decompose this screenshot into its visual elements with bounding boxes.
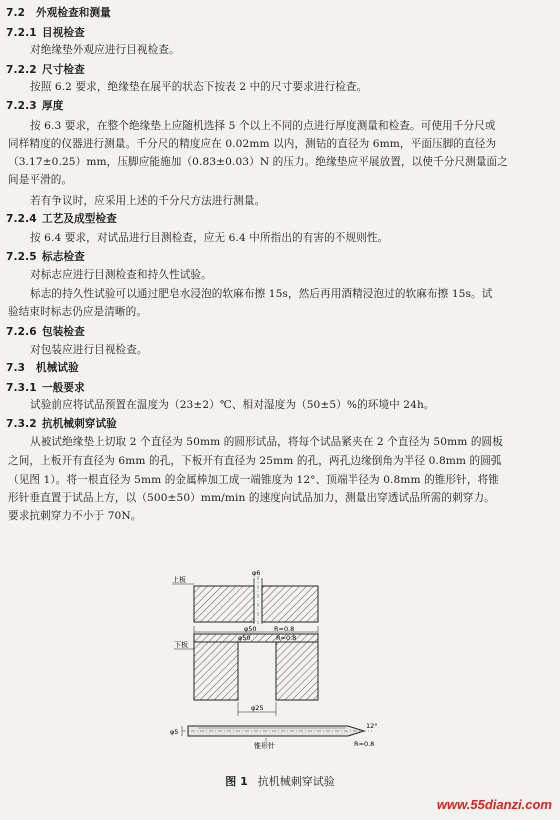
dim-phi25: φ25	[251, 704, 264, 712]
section-title: 抗机械刺穿试验	[42, 418, 117, 430]
figure-caption	[0, 773, 560, 789]
paragraph-line: 同样精度的仪器进行测量。千分尺的精度应在 0.02mm 以内，测钻的直径为 6mm，平面压脚的直径为	[8, 138, 497, 150]
figure-puncture-test	[168, 569, 458, 756]
section-heading-7-2-6	[6, 325, 85, 339]
section-title: 厚度	[42, 100, 64, 112]
paragraph-line: 从被试绝缘垫上切取 2 个直径为 50mm 的圆形试品，将每个试品紧夹在 2 个直径为 50mm 的圆板	[30, 436, 503, 448]
paragraph: 对绝缘垫外观应进行目视检查。	[30, 44, 180, 56]
section-heading-7-2-4	[6, 212, 117, 226]
paragraph-line: 要求抗刺穿力不小于 70N。	[8, 510, 142, 522]
paragraph-line: （见图 1）。将一根直径为 5mm 的金属棒加工成一端锥度为 12°、顶端半径为 0.8mm 的锥形针，将锥	[8, 474, 499, 486]
dim-phi5: φ5	[170, 728, 179, 736]
section-title: 标志检查	[42, 251, 85, 263]
dim-r08-bottom: R=0.8	[276, 634, 297, 642]
lower-plate	[194, 634, 318, 700]
section-number: 7.2.6	[6, 326, 37, 338]
section-number: 7.2.3	[6, 100, 37, 112]
paragraph: 对包装应进行目视检查。	[30, 344, 148, 356]
figure-title: 抗机械刺穿试验	[257, 775, 335, 788]
section-title: 外观检查和测量	[36, 7, 111, 19]
section-number: 7.2	[6, 7, 26, 19]
paragraph: 按 6.4 要求，对试品进行目测检查，应无 6.4 中所指出的有害的不规则性。	[30, 232, 389, 244]
paragraph-line: 形针垂直置于试品上方，以（500±50）mm/min 的速度向试品加力，测量出穿透试品所需的刺穿力。	[8, 492, 495, 504]
section-number: 7.3.1	[6, 382, 37, 394]
paragraph-line: 间是平滑的。	[8, 174, 73, 186]
dim-angle: 12°	[366, 722, 378, 730]
dim-r08-top: R=0.8	[274, 625, 295, 633]
lower-plate-label: 下板	[174, 641, 188, 649]
section-number: 7.2.1	[6, 27, 37, 39]
paragraph-line: 之间，上板开有直径为 6mm 的孔，下板开有直径为 25mm 的孔，两孔边缘倒角为半径 0.8mm 的圆弧	[8, 455, 502, 467]
section-number: 7.3	[6, 362, 26, 374]
upper-plate	[194, 576, 318, 624]
needle-label: 锥形针	[254, 742, 275, 750]
paragraph-line: 验结束时标志仍应是清晰的。	[8, 306, 148, 318]
section-title: 包装检查	[42, 326, 85, 338]
section-heading-7-2-5	[6, 250, 85, 264]
dim-phi50-bottom: φ50	[238, 634, 251, 642]
section-title: 一般要求	[42, 382, 85, 394]
section-number: 7.2.2	[6, 64, 37, 76]
section-number: 7.3.2	[6, 418, 37, 430]
paragraph: 对标志应进行目测检查和持久性试验。	[30, 269, 212, 281]
section-title: 目视检查	[42, 27, 85, 39]
dim-phi50-top: φ50	[244, 625, 257, 633]
conical-needle	[182, 726, 372, 736]
section-heading-7-3	[6, 361, 79, 375]
paragraph: 若有争议时，应采用上述的千分尺方法进行测量。	[30, 195, 266, 207]
section-number: 7.2.4	[6, 213, 37, 225]
paragraph-line: （3.17±0.25）mm，压脚应能施加（0.83±0.03）N 的压力。绝缘垫应平展放置，以使千分尺测量面之	[8, 156, 508, 168]
section-heading-7-2-3	[6, 99, 63, 113]
section-heading-7-3-1	[6, 381, 85, 395]
watermark: www.55dianzi.com	[436, 797, 552, 812]
paragraph: 试验前应将试品预置在温度为（23±2）℃、相对湿度为（50±5）%的环境中 24h。	[30, 399, 435, 411]
paragraph-line: 标志的持久性试验可以通过肥皂水浸泡的软麻布擦 15s，然后再用酒精浸泡过的软麻布擦 15s。试	[30, 288, 493, 300]
paragraph-line: 按 6.3 要求，在整个绝缘垫上应随机选择 5 个以上不同的点进行厚度测量和检查。可使用千分尺或	[30, 120, 496, 132]
section-number: 7.2.5	[6, 251, 37, 263]
figure-number: 图 1	[225, 775, 248, 788]
dim-r08-needle: R=0.8	[354, 740, 375, 748]
paragraph: 按照 6.2 要求，绝缘垫在展平的状态下按表 2 中的尺寸要求进行检查。	[30, 81, 368, 93]
figure-drawing	[168, 569, 458, 756]
section-heading-7-2	[6, 6, 111, 20]
section-title: 工艺及成型检查	[42, 213, 117, 225]
section-title: 机械试验	[36, 362, 79, 374]
section-heading-7-2-1	[6, 26, 85, 40]
dim-phi6: φ6	[252, 569, 261, 577]
section-heading-7-2-2	[6, 63, 85, 77]
section-title: 尺寸检查	[42, 64, 85, 76]
section-heading-7-3-2	[6, 417, 117, 431]
upper-plate-label: 上板	[172, 576, 186, 584]
